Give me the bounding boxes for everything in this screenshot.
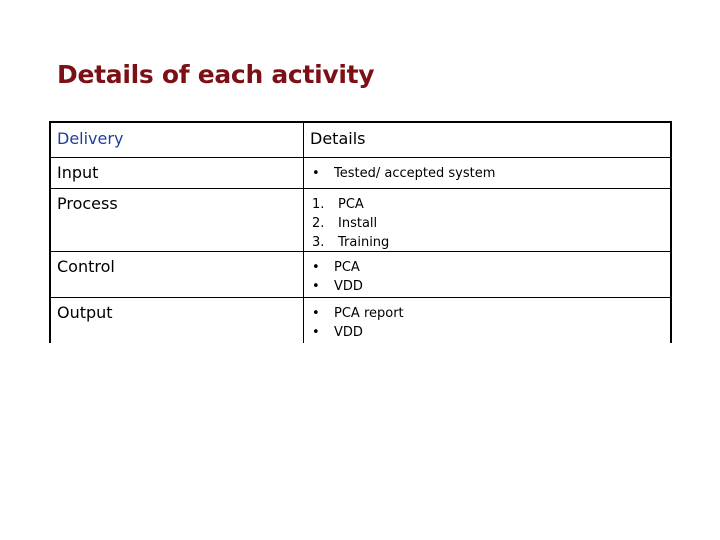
number-marker: 2.	[312, 216, 325, 231]
list-item-text: PCA	[338, 197, 364, 212]
bullet-marker: •	[312, 306, 320, 321]
details-list	[304, 298, 670, 342]
details-list	[304, 189, 670, 251]
list-item-text: Tested/ accepted system	[334, 166, 496, 181]
list-item-text: Install	[338, 216, 378, 231]
list-item-text: Training	[338, 235, 390, 250]
details-list	[304, 252, 670, 296]
list-item	[312, 277, 670, 296]
row-input-label-cell	[51, 158, 303, 188]
list-item-text: PCA	[334, 260, 360, 275]
row-label: Input	[57, 163, 99, 182]
row-output-details-cell	[304, 298, 670, 343]
row-process-label-cell	[51, 189, 303, 251]
bullet-marker: •	[312, 166, 320, 181]
row-output-label-cell	[51, 298, 303, 343]
list-item-text: PCA report	[334, 306, 404, 321]
page-title: Details of each activity	[57, 60, 375, 89]
list-item-text: VDD	[334, 325, 363, 340]
details-list	[304, 158, 670, 183]
activity-table	[49, 121, 672, 343]
number-marker: 3.	[312, 235, 325, 250]
header-delivery: Delivery	[57, 129, 124, 148]
bullet-marker: •	[312, 325, 320, 340]
list-item	[312, 233, 670, 251]
header-details-cell	[304, 123, 670, 157]
row-process-details-cell	[304, 189, 670, 251]
row-label: Output	[57, 303, 113, 322]
list-item	[312, 258, 670, 277]
header-details: Details	[310, 129, 366, 148]
list-item-text: VDD	[334, 279, 363, 294]
number-marker: 1.	[312, 197, 325, 212]
list-item	[312, 164, 670, 183]
list-item	[312, 323, 670, 342]
bullet-marker: •	[312, 260, 320, 275]
list-item	[312, 214, 670, 233]
row-control-label-cell	[51, 252, 303, 297]
row-control-details-cell	[304, 252, 670, 297]
row-label: Control	[57, 257, 115, 276]
row-input-details-cell	[304, 158, 670, 188]
row-label: Process	[57, 194, 118, 213]
list-item	[312, 195, 670, 214]
bullet-marker: •	[312, 279, 320, 294]
list-item	[312, 304, 670, 323]
header-delivery-cell	[51, 123, 303, 157]
